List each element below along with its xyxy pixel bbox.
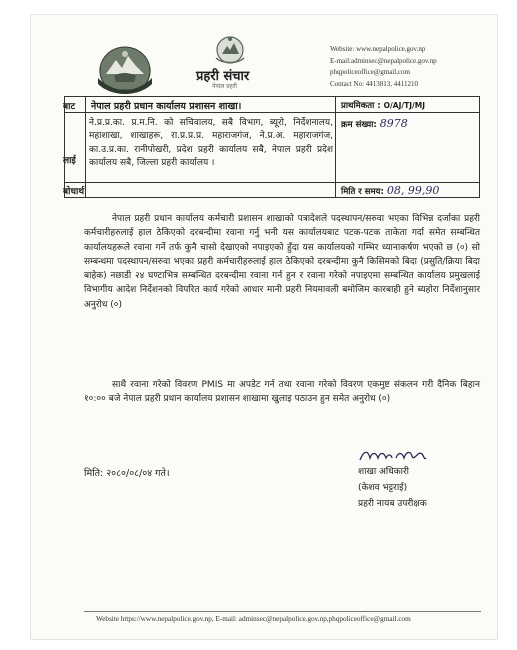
footer-divider — [84, 611, 481, 612]
footer-contact: Website https://www.nepalpolice.gov.np, E-mail: adminsec@nepalpolice.gov.np,phqpoliceoffice@gmail.com — [96, 615, 411, 623]
table-divider — [65, 182, 479, 183]
priority-label: प्राथमिकता : — [341, 101, 381, 111]
contact-block — [330, 44, 437, 90]
cc-label: बोधार्थ — [63, 187, 85, 197]
from-office: नेपाल प्रहरी प्रधान कार्यालय प्रशासन शाखा। — [91, 101, 242, 112]
office-title: प्रहरी संचार — [196, 69, 250, 84]
date-time-label: मिति र समय: — [341, 187, 384, 197]
serial-value: 8978 — [379, 117, 408, 130]
signatory-rank: प्रहरी नायब उपरीक्षक — [358, 499, 427, 509]
body-paragraph-2: साथै रवाना गरेको विवरण PMIS मा अपडेट गर्न तथा रवाना गरेको विवरण एकमुष्ट संकलन गरी दैनिक बिहान १०:०० बजे नेपाल प्रहरी प्रधान कार्यालय प्रशासन शाखामा खुलाइ पठाउन हुन समेत अनुरोध (०) — [84, 380, 480, 405]
date-time-value: 08, 99,90 — [386, 184, 440, 197]
date-time-field — [341, 184, 439, 197]
address-table — [64, 96, 480, 198]
signatory-name: (केशव भट्टराई) — [358, 483, 408, 493]
priority-value: O/AJ/TJ/MJ — [383, 101, 426, 110]
contact-phone: Contact No: 4413813, 4411210 — [330, 79, 419, 88]
table-divider — [65, 112, 479, 113]
serial-field — [341, 117, 408, 130]
office-motto: नेपाल प्रहरी — [212, 83, 237, 90]
contact-website: Website: www.nepalpolice.gov.np — [330, 45, 426, 53]
priority-field — [341, 100, 425, 111]
contact-email: E-mail:adminsec@nepalpolice.gov.np — [330, 56, 437, 65]
police-emblem-icon — [208, 34, 252, 68]
serial-label: क्रम संख्या: — [341, 120, 377, 130]
signature-scribble — [358, 446, 428, 466]
body-paragraph-1: नेपाल प्रहरी प्रधान कार्यालय कर्मचारी प्रशासन शाखाको पत्रादेशले पदस्थापन/सरुवा भएका विभिन्न दर्जाका प्रहरी कर्मचारीहरुलाई हाल ठेकिएको दरबन्दीमा रवाना गर्नु भनी यस कार्यालयबाट पटक-पटक ताकेता गर्दा समेत सम्बन्धित कार्यालयहरूले रवाना गर्ने तर्फ कुनै चासो देखाएको नपाइएको हुँदा यस कार्यालयको गम्भिर ध्यानाकर्षण भएको छ (०) सो सम्बन्धमा पदस्थापन/सरुवा भएका प्रहरी कर्मचारीहरुलाई हाल ठेकिएको दरबन्दीमा कुनै किसिमको बिदा (प्रसुति/क्रिया बिदा बाहेक) नछाडी २४ घण्टाभित्र सम्बन्धित दरबन्दीमा रवाना गर्न हुन र रवाना गरेको नपाइएमा सम्बन्धित कार्यालय प्रमुखलाई विभागीय आदेश निर्देशनको विपरित कार्य गरेको आधार मानी प्रहरी नियमावली बमोजिम कारबाही हुने ब्यहोरा निर्देशानुसार अनुरोध (०) — [84, 214, 480, 310]
letter-date: मिति: २०८०/०८/०४ गते। — [84, 468, 170, 479]
signatory-title: शाखा अधिकारी — [358, 467, 410, 477]
recipients-list: ने.प्र.प्र.का. प्र.म.नि. को सचिवालय, सबै विभाग, ब्यूरो, निर्देशनालय, महाशाखा, शाखाहरू, रा.प्र.प्र.प्र. महाराजगंज, ने.प्र.अ. महाराजगंज, का.उ.प्र.का. रानीपोखरी, प्रदेश प्रहरी कार्यालय सबै, नेपाल प्रहरी प्रदेश कार्यालय सबै, जिल्ला प्रहरी कार्यालय । — [89, 118, 333, 168]
contact-email-alt: phqpoliceoffice@gmail.com — [330, 68, 410, 76]
signature-block — [358, 464, 427, 512]
nepal-emblem-icon — [94, 44, 156, 94]
from-label: बाट — [63, 102, 76, 112]
to-label: लाई — [63, 156, 76, 166]
